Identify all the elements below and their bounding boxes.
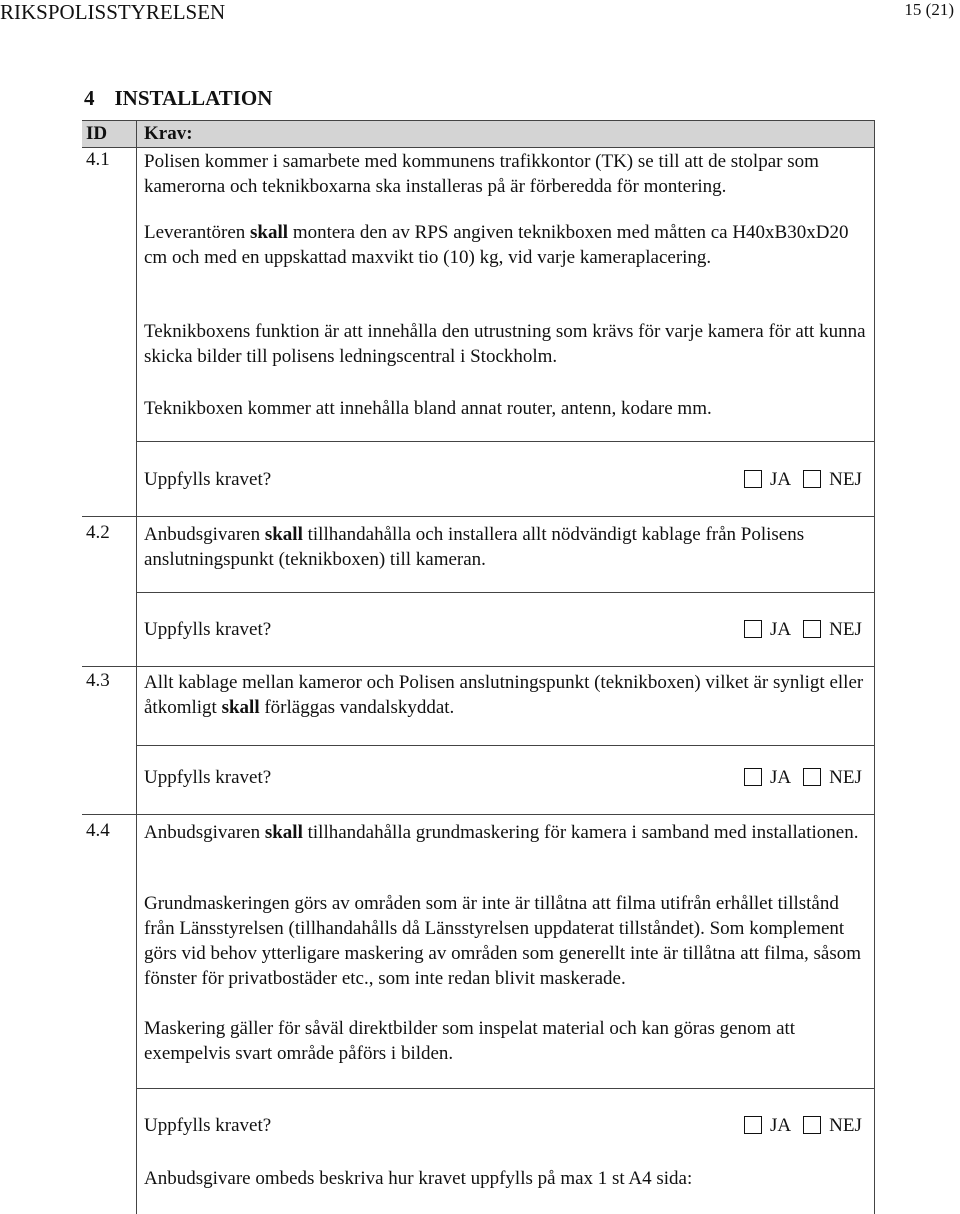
ja-checkbox[interactable] [744, 620, 762, 638]
requirement-text: Anbudsgivaren skall tillhandahålla och installera allt nödvändigt kablage från Polisens anslutningspunkt (teknikboxen) till kameran. [144, 524, 805, 570]
row-divider [82, 516, 875, 517]
requirement-note: Anbudsgivare ombeds beskriva hur kravet uppfylls på max 1 st A4 sida: [144, 1168, 693, 1189]
requirement-text: Allt kablage mellan kameror och Polisen anslutningspunkt (teknikboxen) vilket är synligt eller åtkomligt skall förläggas vandalskyddat. [144, 672, 864, 718]
requirement-text: Teknikboxens funktion är att innehålla den utrustning som krävs för varje kamera för att kunna skicka bilder till polisens ledningscentral i Stockholm. [144, 321, 866, 367]
fulfillment-question: Uppfylls kravet? [144, 469, 272, 490]
section-heading [84, 86, 272, 111]
nej-checkbox[interactable] [803, 620, 821, 638]
ja-checkbox[interactable] [744, 1116, 762, 1134]
ja-label: JA [770, 619, 792, 640]
requirement-text: Teknikboxen kommer att innehålla bland annat router, antenn, kodare mm. [144, 398, 712, 419]
requirement-id: 4.1 [86, 149, 110, 170]
nej-checkbox[interactable] [803, 768, 821, 786]
table-right-border [874, 120, 875, 1214]
requirement-text: Maskering gäller för såväl direktbilder som inspelat material och kan göras genom att exempelvis svart område påförs i bilden. [144, 1018, 796, 1064]
column-header-id: ID [86, 123, 108, 144]
row-divider [82, 666, 875, 667]
row-divider [136, 441, 875, 442]
requirement-text: Grundmaskeringen görs av områden som är inte är tillåtna att filma utifrån erhållet tillstånd från Länsstyrelsen (tillhandahålls då Länsstyrelsen uppdaterat tillståndet). Som komplement görs vid behov ytterligare maskering av områden som generellt inte är tillåtna att filma, såsom fönster för privatbostäder etc., som inte redan blivit maskerade. [144, 893, 862, 989]
requirement-id: 4.2 [86, 522, 110, 543]
ja-checkbox[interactable] [744, 768, 762, 786]
column-divider [136, 120, 137, 1214]
fulfillment-question: Uppfylls kravet? [144, 619, 272, 640]
nej-checkbox[interactable] [803, 470, 821, 488]
row-divider [136, 745, 875, 746]
ja-label: JA [770, 1115, 792, 1136]
section-number: 4 [84, 86, 95, 110]
requirements-table [82, 120, 875, 1214]
nej-label: NEJ [829, 469, 862, 490]
ja-label: JA [770, 469, 792, 490]
fulfillment-question: Uppfylls kravet? [144, 767, 272, 788]
row-divider [136, 592, 875, 593]
section-title: INSTALLATION [114, 86, 273, 110]
ja-checkbox[interactable] [744, 470, 762, 488]
nej-checkbox[interactable] [803, 1116, 821, 1134]
nej-label: NEJ [829, 767, 862, 788]
requirement-id: 4.4 [86, 820, 110, 841]
column-header-krav: Krav: [144, 123, 193, 144]
nej-label: NEJ [829, 1115, 862, 1136]
page-header-org: RIKSPOLISSTYRELSEN [0, 0, 226, 24]
fulfillment-question: Uppfylls kravet? [144, 1115, 272, 1136]
requirement-id: 4.3 [86, 670, 110, 691]
page-number: 15 (21) [904, 0, 954, 19]
answer-options [744, 1115, 862, 1137]
answer-options [744, 767, 862, 789]
table-header-row [82, 120, 875, 148]
answer-options [744, 469, 862, 491]
requirement-text: Anbudsgivaren skall tillhandahålla grundmaskering för kamera i samband med installationen. [144, 822, 859, 843]
nej-label: NEJ [829, 619, 862, 640]
row-divider [136, 1088, 875, 1089]
requirement-text: Polisen kommer i samarbete med kommunens trafikkontor (TK) se till att de stolpar som kamerorna och teknikboxarna ska installeras på är förberedda för montering. [144, 151, 819, 197]
requirement-text: Leverantören skall montera den av RPS angiven teknikboxen med måtten ca H40xB30xD20 cm och med en uppskattad maxvikt tio (10) kg, vid varje kameraplacering. [144, 222, 849, 268]
ja-label: JA [770, 767, 792, 788]
answer-options [744, 619, 862, 641]
row-divider [82, 814, 875, 815]
